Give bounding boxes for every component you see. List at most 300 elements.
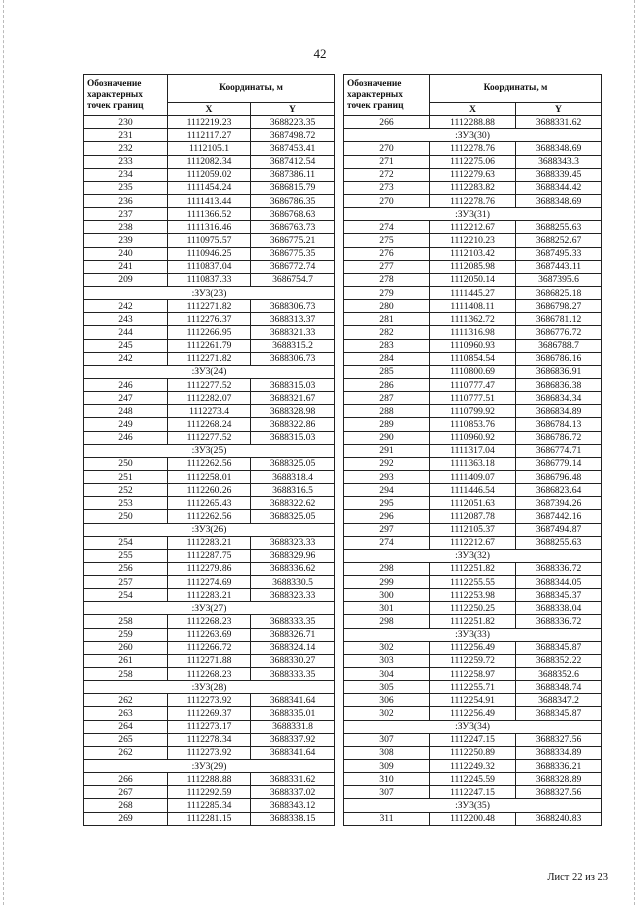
point-number: 237 (84, 208, 168, 221)
coordinate-row (344, 405, 602, 418)
point-number: 246 (84, 378, 168, 391)
coordinate-row (344, 418, 602, 431)
x-coordinate: 1110837.04 (168, 260, 251, 273)
point-number: 242 (84, 352, 168, 365)
point-number: 258 (84, 668, 168, 681)
x-coordinate: 1112273.4 (168, 405, 251, 418)
parcel-section-row (344, 720, 602, 733)
x-coordinate: 1112212.67 (430, 536, 516, 549)
x-coordinate: 1112085.98 (430, 260, 516, 273)
coordinate-row (84, 431, 335, 444)
parcel-section-row (344, 799, 602, 812)
y-coordinate: 3688330.5 (251, 576, 335, 589)
y-coordinate: 3686768.63 (251, 208, 335, 221)
coordinate-row (84, 208, 335, 221)
y-coordinate: 3688352.6 (516, 668, 602, 681)
coordinate-row (84, 812, 335, 825)
y-coordinate: 3688322.86 (251, 418, 335, 431)
coordinate-row (344, 378, 602, 391)
y-coordinate: 3688337.92 (251, 733, 335, 746)
x-coordinate: 1112200.48 (430, 812, 516, 825)
x-coordinate: 1112287.75 (168, 549, 251, 562)
point-number: 238 (84, 221, 168, 234)
y-coordinate: 3688352.22 (516, 654, 602, 667)
x-coordinate: 1112278.34 (168, 733, 251, 746)
y-coordinate: 3688343.3 (516, 155, 602, 168)
y-coordinate: 3687394.26 (516, 497, 602, 510)
y-coordinate: 3688331.62 (251, 773, 335, 786)
x-coordinate: 1111366.52 (168, 208, 251, 221)
point-number: 285 (344, 365, 430, 378)
coordinate-row (344, 234, 602, 247)
coordinate-row (84, 773, 335, 786)
coordinate-row (84, 378, 335, 391)
point-number: 305 (344, 681, 430, 694)
point-number: 301 (344, 602, 430, 615)
x-coordinate: 1110975.57 (168, 234, 251, 247)
coordinate-row (344, 484, 602, 497)
coordinate-row (84, 418, 335, 431)
coordinate-row (84, 339, 335, 352)
coordinate-row (344, 589, 602, 602)
y-coordinate: 3686786.16 (516, 352, 602, 365)
x-coordinate: 1112059.02 (168, 168, 251, 181)
y-coordinate: 3688323.33 (251, 536, 335, 549)
point-number: 250 (84, 457, 168, 470)
coordinate-row (344, 773, 602, 786)
x-coordinate: 1112269.37 (168, 707, 251, 720)
x-coordinate: 1112263.69 (168, 628, 251, 641)
point-number: 254 (84, 589, 168, 602)
parcel-label: :ЗУ3(23) (84, 286, 335, 299)
point-number: 311 (344, 812, 430, 825)
point-number: 234 (84, 168, 168, 181)
y-coordinate: 3688338.04 (516, 602, 602, 615)
point-number: 256 (84, 562, 168, 575)
y-coordinate: 3688322.62 (251, 497, 335, 510)
coordinate-row (84, 746, 335, 759)
point-number: 307 (344, 786, 430, 799)
y-coordinate: 3688329.96 (251, 549, 335, 562)
y-coordinate: 3687495.33 (516, 247, 602, 260)
parcel-section-row (344, 628, 602, 641)
y-coordinate: 3687443.11 (516, 260, 602, 273)
coordinates-table-right (343, 74, 602, 826)
y-coordinate: 3688240.83 (516, 812, 602, 825)
coordinate-row (344, 300, 602, 313)
coordinate-row (344, 786, 602, 799)
point-number: 284 (344, 352, 430, 365)
point-number: 239 (84, 234, 168, 247)
y-coordinate: 3688328.89 (516, 773, 602, 786)
parcel-label: :ЗУ3(35) (344, 799, 602, 812)
point-number: 255 (84, 549, 168, 562)
y-coordinate: 3688315.03 (251, 431, 335, 444)
y-coordinate: 3687442.16 (516, 510, 602, 523)
point-number: 287 (344, 392, 430, 405)
y-coordinate: 3688328.98 (251, 405, 335, 418)
x-coordinate: 1112288.88 (168, 773, 251, 786)
point-number: 280 (344, 300, 430, 313)
y-coordinate: 3688327.56 (516, 786, 602, 799)
x-coordinate: 1112283.82 (430, 181, 516, 194)
left-table-body (84, 116, 335, 826)
x-coordinate: 1112273.92 (168, 694, 251, 707)
y-coordinate: 3687498.72 (251, 129, 335, 142)
y-coordinate: 3686786.72 (516, 431, 602, 444)
y-coordinate: 3688306.73 (251, 352, 335, 365)
point-number: 276 (344, 247, 430, 260)
x-coordinate: 1112251.82 (430, 615, 516, 628)
y-coordinate: 3686834.34 (516, 392, 602, 405)
x-coordinate: 1112278.76 (430, 194, 516, 207)
x-coordinate: 1110777.51 (430, 392, 516, 405)
parcel-section-row (84, 602, 335, 615)
y-coordinate: 3688325.05 (251, 510, 335, 523)
x-coordinate: 1112251.82 (430, 562, 516, 575)
point-number: 310 (344, 773, 430, 786)
coordinate-row (344, 694, 602, 707)
coordinate-row (84, 549, 335, 562)
point-number: 275 (344, 234, 430, 247)
coordinate-row (344, 654, 602, 667)
y-coordinate: 3686788.7 (516, 339, 602, 352)
y-coordinate: 3686815.79 (251, 181, 335, 194)
coordinate-row (84, 536, 335, 549)
point-number: 266 (344, 116, 430, 129)
x-coordinate: 1112255.55 (430, 576, 516, 589)
y-coordinate: 3688321.67 (251, 392, 335, 405)
parcel-label: :ЗУ3(26) (84, 523, 335, 536)
coordinate-row (344, 444, 602, 457)
y-header: Y (516, 103, 602, 116)
x-coordinate: 1112082.34 (168, 155, 251, 168)
point-number: 278 (344, 273, 430, 286)
coordinate-row (84, 116, 335, 129)
y-coordinate: 3686796.48 (516, 470, 602, 483)
parcel-section-row (344, 208, 602, 221)
point-number: 236 (84, 194, 168, 207)
point-number: 290 (344, 431, 430, 444)
x-coordinate: 1112219.23 (168, 116, 251, 129)
y-coordinate: 3688330.27 (251, 654, 335, 667)
y-coordinate: 3688315.03 (251, 378, 335, 391)
coordinate-row (344, 470, 602, 483)
x-coordinate: 1112288.88 (430, 116, 516, 129)
coordinate-row (344, 326, 602, 339)
coordinate-row (344, 181, 602, 194)
y-coordinate: 3688223.35 (251, 116, 335, 129)
x-coordinate: 1110799.92 (430, 405, 516, 418)
y-coordinate: 3686784.13 (516, 418, 602, 431)
x-coordinate: 1112105.1 (168, 142, 251, 155)
point-number: 251 (84, 470, 168, 483)
y-coordinate: 3688316.5 (251, 484, 335, 497)
coordinate-row (344, 668, 602, 681)
x-coordinate: 1110960.92 (430, 431, 516, 444)
coordinate-row (344, 247, 602, 260)
x-coordinate: 1112266.72 (168, 641, 251, 654)
y-coordinate: 3686781.12 (516, 313, 602, 326)
coordinate-row (344, 273, 602, 286)
y-coordinate: 3686763.73 (251, 221, 335, 234)
coordinate-row (84, 194, 335, 207)
coordinate-row (84, 707, 335, 720)
y-coordinate: 3686754.7 (251, 273, 335, 286)
point-number: 297 (344, 523, 430, 536)
point-number: 266 (84, 773, 168, 786)
x-coordinate: 1112260.26 (168, 484, 251, 497)
point-number: 233 (84, 155, 168, 168)
coordinate-row (84, 260, 335, 273)
coordinate-row (84, 654, 335, 667)
coordinate-row (344, 431, 602, 444)
x-coordinate: 1112266.95 (168, 326, 251, 339)
y-coordinate: 3688343.12 (251, 799, 335, 812)
x-coordinate: 1112212.67 (430, 221, 516, 234)
x-coordinate: 1112262.56 (168, 510, 251, 523)
y-coordinate: 3686779.14 (516, 457, 602, 470)
point-number: 230 (84, 116, 168, 129)
parcel-label: :ЗУ3(29) (84, 760, 335, 773)
coordinate-row (84, 510, 335, 523)
x-coordinate: 1110837.33 (168, 273, 251, 286)
point-number: 283 (344, 339, 430, 352)
y-coordinate: 3688344.05 (516, 576, 602, 589)
x-coordinate: 1112255.71 (430, 681, 516, 694)
coordinate-row (344, 733, 602, 746)
point-number: 281 (344, 313, 430, 326)
y-coordinate: 3686775.35 (251, 247, 335, 260)
x-coordinate: 1110800.69 (430, 365, 516, 378)
x-coordinate: 1112285.34 (168, 799, 251, 812)
y-coordinate: 3688345.37 (516, 589, 602, 602)
x-coordinate: 1112253.98 (430, 589, 516, 602)
x-coordinate: 1110854.54 (430, 352, 516, 365)
y-coordinate: 3686798.27 (516, 300, 602, 313)
parcel-label: :ЗУ3(34) (344, 720, 602, 733)
coordinate-row (84, 615, 335, 628)
y-coordinate: 3686776.72 (516, 326, 602, 339)
coordinate-row (344, 497, 602, 510)
point-number: 296 (344, 510, 430, 523)
coordinate-row (344, 313, 602, 326)
coordinate-row (344, 392, 602, 405)
x-coordinate: 1112117.27 (168, 129, 251, 142)
point-number: 270 (344, 142, 430, 155)
x-coordinate: 1111317.04 (430, 444, 516, 457)
coordinate-row (84, 576, 335, 589)
point-number: 308 (344, 746, 430, 759)
parcel-section-row (344, 549, 602, 562)
parcel-section-row (84, 286, 335, 299)
y-coordinate: 3688345.87 (516, 641, 602, 654)
point-number: 235 (84, 181, 168, 194)
y-coordinate: 3688321.33 (251, 326, 335, 339)
point-number: 277 (344, 260, 430, 273)
coordinate-row (344, 365, 602, 378)
x-coordinate: 1111446.54 (430, 484, 516, 497)
x-coordinate: 1112258.97 (430, 668, 516, 681)
point-number: 271 (344, 155, 430, 168)
y-coordinate: 3688344.42 (516, 181, 602, 194)
y-header: Y (251, 103, 335, 116)
parcel-label: :ЗУ3(24) (84, 365, 335, 378)
point-number: 247 (84, 392, 168, 405)
coordinate-row (84, 562, 335, 575)
coordinate-row (84, 733, 335, 746)
x-coordinate: 1111316.98 (430, 326, 516, 339)
point-number: 232 (84, 142, 168, 155)
coordinate-row (344, 260, 602, 273)
y-coordinate: 3688336.72 (516, 562, 602, 575)
x-coordinate: 1112278.76 (430, 142, 516, 155)
x-coordinate: 1111409.07 (430, 470, 516, 483)
y-coordinate: 3688338.15 (251, 812, 335, 825)
y-coordinate: 3687395.6 (516, 273, 602, 286)
x-coordinate: 1112105.37 (430, 523, 516, 536)
y-coordinate: 3687412.54 (251, 155, 335, 168)
x-coordinate: 1112282.07 (168, 392, 251, 405)
point-number: 291 (344, 444, 430, 457)
y-coordinate: 3688306.73 (251, 300, 335, 313)
coordinates-table-left (83, 74, 335, 826)
point-number: 307 (344, 733, 430, 746)
point-number: 253 (84, 497, 168, 510)
x-coordinate: 1111413.44 (168, 194, 251, 207)
coordinate-row (84, 352, 335, 365)
parcel-section-row (84, 523, 335, 536)
point-number: 298 (344, 615, 430, 628)
point-number: 298 (344, 562, 430, 575)
point-number: 248 (84, 405, 168, 418)
coordinate-row (344, 746, 602, 759)
point-number: 241 (84, 260, 168, 273)
coords-header: Координаты, м (168, 75, 335, 103)
point-number: 269 (84, 812, 168, 825)
x-coordinate: 1112271.82 (168, 352, 251, 365)
y-coordinate: 3688255.63 (516, 221, 602, 234)
x-coordinate: 1112265.43 (168, 497, 251, 510)
y-coordinate: 3686836.91 (516, 365, 602, 378)
point-number: 267 (84, 786, 168, 799)
sheet-footer: Лист 22 из 23 (547, 872, 608, 883)
coordinate-row (344, 760, 602, 773)
point-number: 262 (84, 746, 168, 759)
parcel-section-row (84, 365, 335, 378)
x-coordinate: 1112249.32 (430, 760, 516, 773)
x-coordinate: 1112292.59 (168, 786, 251, 799)
point-number: 274 (344, 221, 430, 234)
coordinate-row (84, 799, 335, 812)
x-coordinate: 1112050.14 (430, 273, 516, 286)
coordinate-row (344, 221, 602, 234)
parcel-label: :ЗУ3(33) (344, 628, 602, 641)
coordinate-row (84, 168, 335, 181)
x-header: X (168, 103, 251, 116)
y-coordinate: 3688336.62 (251, 562, 335, 575)
x-coordinate: 1111316.46 (168, 221, 251, 234)
point-number: 279 (344, 286, 430, 299)
point-number: 249 (84, 418, 168, 431)
x-coordinate: 1112250.25 (430, 602, 516, 615)
parcel-label: :ЗУ3(27) (84, 602, 335, 615)
page-number: 42 (313, 46, 327, 61)
coordinate-row (344, 536, 602, 549)
coordinate-row (84, 720, 335, 733)
point-number: 209 (84, 273, 168, 286)
point-number: 288 (344, 405, 430, 418)
coordinate-row (84, 155, 335, 168)
y-coordinate: 3688331.8 (251, 720, 335, 733)
y-coordinate: 3686823.64 (516, 484, 602, 497)
coordinate-row (344, 602, 602, 615)
x-coordinate: 1111445.27 (430, 286, 516, 299)
y-coordinate: 3688318.4 (251, 470, 335, 483)
coordinate-row (84, 392, 335, 405)
x-coordinate: 1112259.72 (430, 654, 516, 667)
y-coordinate: 3688324.14 (251, 641, 335, 654)
point-number: 302 (344, 707, 430, 720)
left-page-edge (3, 0, 4, 905)
x-coordinate: 1112256.49 (430, 707, 516, 720)
coordinate-row (344, 523, 602, 536)
right-page-edge (634, 0, 635, 905)
y-coordinate: 3688335.01 (251, 707, 335, 720)
y-coordinate: 3688341.64 (251, 746, 335, 759)
y-coordinate: 3688326.71 (251, 628, 335, 641)
x-coordinate: 1112256.49 (430, 641, 516, 654)
right-table-body (344, 116, 602, 826)
point-number: 240 (84, 247, 168, 260)
coordinate-row (344, 168, 602, 181)
x-coordinate: 1112277.52 (168, 378, 251, 391)
y-coordinate: 3688348.74 (516, 681, 602, 694)
parcel-section-row (84, 760, 335, 773)
coordinate-row (344, 142, 602, 155)
coordinate-row (344, 576, 602, 589)
coordinate-row (84, 313, 335, 326)
x-coordinate: 1112268.23 (168, 615, 251, 628)
point-number: 261 (84, 654, 168, 667)
parcel-section-row (344, 129, 602, 142)
coordinate-row (84, 484, 335, 497)
point-number: 265 (84, 733, 168, 746)
x-coordinate: 1112279.63 (430, 168, 516, 181)
coordinate-row (344, 116, 602, 129)
x-coordinate: 1111362.72 (430, 313, 516, 326)
y-coordinate: 3686836.38 (516, 378, 602, 391)
point-number: 260 (84, 641, 168, 654)
coordinate-row (344, 352, 602, 365)
y-coordinate: 3688252.67 (516, 234, 602, 247)
coordinate-row (84, 247, 335, 260)
y-coordinate: 3688325.05 (251, 457, 335, 470)
coordinate-row (84, 405, 335, 418)
y-coordinate: 3688345.87 (516, 707, 602, 720)
y-coordinate: 3688315.2 (251, 339, 335, 352)
x-coordinate: 1112274.69 (168, 576, 251, 589)
x-coordinate: 1110946.25 (168, 247, 251, 260)
point-number: 244 (84, 326, 168, 339)
x-coordinate: 1112283.21 (168, 536, 251, 549)
coordinate-row (84, 142, 335, 155)
coordinate-row (84, 786, 335, 799)
x-coordinate: 1112271.88 (168, 654, 251, 667)
coordinate-row (344, 510, 602, 523)
y-coordinate: 3688337.02 (251, 786, 335, 799)
coordinate-row (84, 181, 335, 194)
